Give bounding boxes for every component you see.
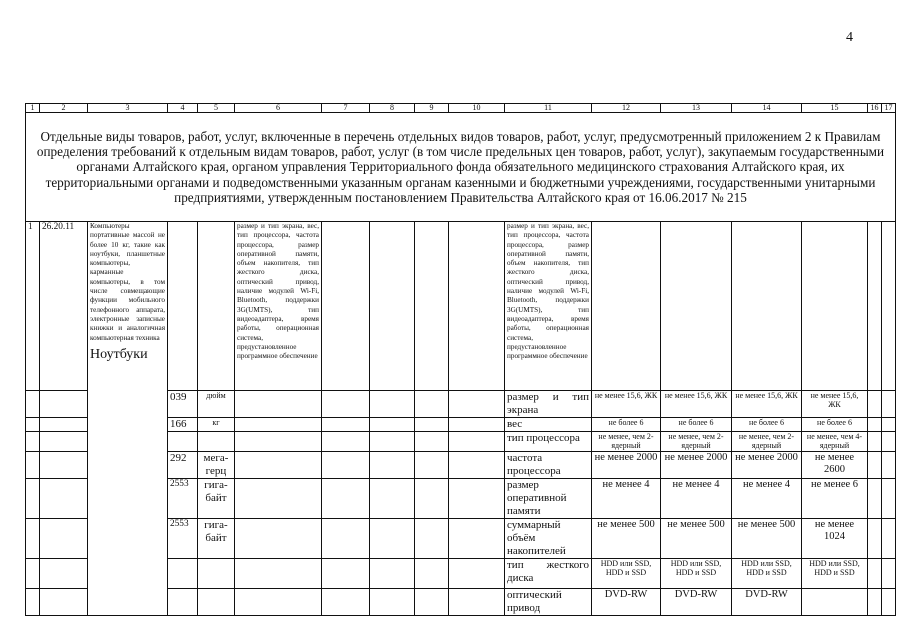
col-number: 16 [868,104,882,113]
col-number: 6 [235,104,322,113]
value-cell: не менее 500 [732,519,802,559]
value-cell: не менее 6 [802,479,868,519]
page-number: 4 [846,30,853,45]
value-cell: не менее 2000 [661,452,732,479]
value-cell: не менее, чем 4-ядерный [802,432,868,452]
item-name [88,222,168,616]
subitem-name: Ноутбуки [90,346,148,362]
value-cell: не менее 15,6, ЖК [592,391,661,418]
characteristic-label: размер и тип экрана [505,391,592,418]
value-cell: не менее 15,6, ЖК [802,391,868,418]
characteristic-label: оптический привод [505,589,592,616]
col-number: 9 [415,104,449,113]
characteristic-label: частота процессора [505,452,592,479]
okei-code [168,432,198,452]
col-number: 8 [370,104,415,113]
unit: дюйм [198,391,235,418]
value-cell: не менее 500 [592,519,661,559]
row-number: 1 [26,222,40,391]
col-number: 10 [449,104,505,113]
okei-code: 292 [168,452,198,479]
value-cell: не менее 4 [661,479,732,519]
value-cell: не менее, чем 2-ядерный [592,432,661,452]
main-item-row [26,222,896,391]
okei-code: 2553 [168,519,198,559]
unit [198,432,235,452]
value-cell: DVD-RW [661,589,732,616]
unit: кг [198,418,235,432]
okei-code [168,559,198,589]
col-number: 13 [661,104,732,113]
okei-code [168,589,198,616]
document-title: Отдельные виды товаров, работ, услуг, включенные в перечень отдельных видов товаров, работ, услуг, предусмотренный приложением 2 к Правилам определения требований к отдельным видам товаров, работ, услуг (в том числе предельных цен товаров, работ, услуг), закупаемым государственными органами Алтайского края, органом управления Территориального фонда обязательного медицинского страхования Алтайского края, их территориальными органами и подведомственными указанным органам казенными и бюджетными учреждениями, государственными унитарными предприятиями, утвержденным постановлением Правительства Алтайского края от 16.06.2017 № 215 [26,113,896,222]
value-cell: не менее 1024 [802,519,868,559]
value-cell: не менее, чем 2-ядерный [661,432,732,452]
value-cell: не менее 4 [732,479,802,519]
characteristics-list: размер и тип экрана, вес, тип процессора, частота процессора, размер оперативной памяти, объем накопителя, тип жесткого диска, оптический привод, наличие модулей Wi-Fi, Bluetooth, поддержки 3G(UMTS), тип видеоадаптера, время работы, операционная система, предустановленное программное обеспечение [235,222,322,391]
col-number: 11 [505,104,592,113]
characteristic-label: вес [505,418,592,432]
unit [198,559,235,589]
okei-code: 039 [168,391,198,418]
unit: гига-байт [198,479,235,519]
unit: мега-герц [198,452,235,479]
value-cell: не более 6 [802,418,868,432]
value-cell: HDD или SSD, HDD и SSD [661,559,732,589]
value-cell [802,589,868,616]
title-row [26,113,896,222]
column-number-row [26,104,896,113]
value-cell: DVD-RW [732,589,802,616]
characteristics-list-approved: размер и тип экрана, вес, тип процессора, частота процессора, размер оперативной памяти, объем накопителя, тип жесткого диска, оптический привод, наличие модулей Wi-Fi, Bluetooth, поддержки 3G(UMTS), тип видеоадаптера, время работы, операционная система, предустановленное программное обеспечение [505,222,592,391]
col-number: 1 [26,104,40,113]
col-number: 15 [802,104,868,113]
okei-code: 166 [168,418,198,432]
value-cell: не менее 2000 [732,452,802,479]
value-cell: не менее 15,6, ЖК [661,391,732,418]
value-cell: не менее 2000 [592,452,661,479]
characteristic-label: суммарный объём накопителей [505,519,592,559]
col-number: 5 [198,104,235,113]
value-cell: не менее 15,6, ЖК [732,391,802,418]
value-cell: HDD или SSD, HDD и SSD [732,559,802,589]
col-number: 3 [88,104,168,113]
col-number: 12 [592,104,661,113]
okpd-code: 26.20.11 [40,222,88,391]
requirements-table [25,103,896,616]
unit [198,589,235,616]
value-cell: DVD-RW [592,589,661,616]
value-cell: не менее 4 [592,479,661,519]
col-number: 7 [322,104,370,113]
col-number: 14 [732,104,802,113]
characteristic-label: тип жесткого диска [505,559,592,589]
value-cell: не более 6 [661,418,732,432]
value-cell: не менее, чем 2-ядерный [732,432,802,452]
value-cell: не более 6 [732,418,802,432]
characteristic-label: тип процессора [505,432,592,452]
item-name-text: Компьютеры портативные массой не более 10 кг, такие как ноутбуки, планшетные компьютеры, карманные компьютеры, в том числе совмещающие функции мобильного телефонного аппарата, электронные записные книжки и аналогичная компьютерная техника [90,222,165,342]
value-cell: не менее 2600 [802,452,868,479]
value-cell: HDD или SSD, HDD и SSD [802,559,868,589]
col-number: 2 [40,104,88,113]
value-cell: HDD или SSD, HDD и SSD [592,559,661,589]
col-number: 4 [168,104,198,113]
value-cell: не более 6 [592,418,661,432]
value-cell: не менее 500 [661,519,732,559]
okei-code: 2553 [168,479,198,519]
unit: гига-байт [198,519,235,559]
col-number: 17 [882,104,896,113]
characteristic-label: размер оперативной памяти [505,479,592,519]
